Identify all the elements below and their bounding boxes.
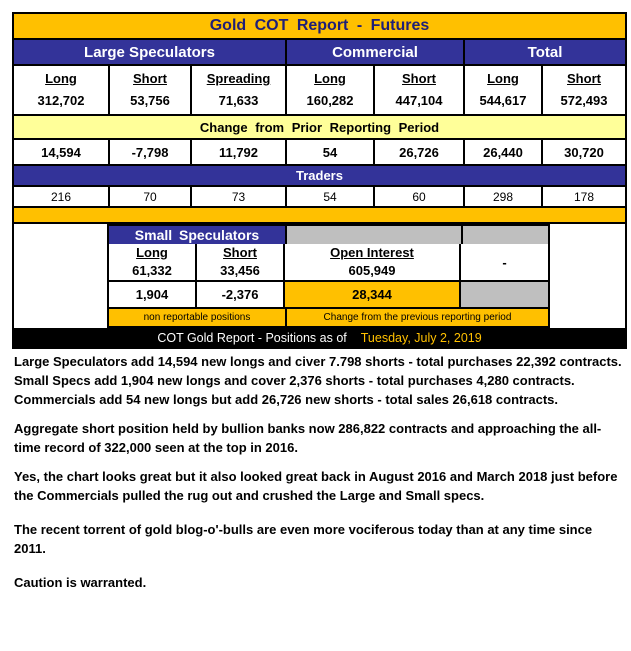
col-header: Long	[487, 71, 519, 86]
col-value: 572,493	[560, 93, 608, 108]
col-large-long	[14, 66, 110, 114]
change-values-row	[14, 140, 625, 166]
change-period-row	[14, 116, 625, 140]
cot-table	[12, 12, 627, 349]
non-reportable-label: non reportable positions	[109, 309, 287, 326]
col-commercial-short	[375, 66, 465, 114]
col-header: Long	[45, 71, 77, 86]
traders-value: 70	[110, 187, 192, 206]
group-header-commercial: Commercial	[287, 40, 465, 64]
change-value: 26,440	[465, 140, 543, 164]
small-short-header: Short	[223, 245, 257, 260]
col-large-short	[110, 66, 192, 114]
col-value: 447,104	[395, 93, 443, 108]
dash: -	[502, 254, 507, 270]
traders-value: 73	[192, 187, 287, 206]
footer-date: Tuesday, July 2, 2019	[360, 330, 482, 345]
small-long-change: 1,904	[109, 282, 197, 307]
traders-value: 298	[465, 187, 543, 206]
footer-text: COT Gold Report - Positions as of	[157, 330, 347, 345]
small-spec-label-row	[109, 309, 548, 326]
traders-header-row	[14, 166, 625, 187]
change-value: 11,792	[192, 140, 287, 164]
col-header: Short	[402, 71, 436, 86]
small-spec-long	[109, 244, 197, 280]
paragraph-large-specs: Large Speculators add 14,594 new longs and civer 7.798 shorts - total purchases 22,392 contracts.	[14, 354, 622, 369]
small-spec-short	[197, 244, 285, 280]
traders-label: Traders	[296, 168, 343, 183]
col-header: Short	[567, 71, 601, 86]
change-value: 26,726	[375, 140, 465, 164]
col-value: 544,617	[479, 93, 527, 108]
open-interest-value: 605,949	[348, 263, 396, 278]
open-interest-cell	[285, 244, 461, 280]
small-spec-title: Small Speculators	[109, 226, 287, 244]
traders-values-row	[14, 187, 625, 208]
traders-value: 54	[287, 187, 375, 206]
group-header-total: Total	[527, 43, 563, 61]
paragraph-caution: Caution is warranted.	[14, 575, 147, 590]
col-header: Short	[133, 71, 167, 86]
col-large-spreading	[192, 66, 287, 114]
col-value: 160,282	[306, 93, 354, 108]
traders-value: 178	[573, 189, 595, 204]
group-header-row	[14, 40, 625, 66]
table-title-bar	[14, 14, 625, 40]
small-long-value: 61,332	[132, 263, 172, 278]
change-value: 14,594	[14, 140, 110, 164]
paragraph-torrent: The recent torrent of gold blog-o'-bulls are even more vociferous today than at any time since 2011.	[14, 522, 593, 556]
paragraph-small-specs: Small Specs add 1,904 new longs and cover 2,376 shorts - total purchases 4,280 contracts.	[14, 373, 575, 388]
col-total-short	[543, 66, 625, 114]
col-value: 71,633	[218, 93, 259, 108]
traders-value: 60	[375, 187, 465, 206]
small-speculators-table	[107, 224, 550, 328]
empty-gray-cell	[463, 226, 548, 244]
small-short-change: -2,376	[197, 282, 285, 307]
header-value-row	[14, 66, 625, 116]
col-value: 53,756	[130, 93, 170, 108]
paragraph-chart: Yes, the chart looks great but it also looked great back in August 2016 and March 2018 just before the Commercials pulled the rug out and crushed the Large and Small specs.	[14, 469, 618, 503]
small-spec-change-row	[109, 282, 548, 309]
col-header: Spreading	[206, 71, 271, 86]
small-long-header: Long	[136, 245, 168, 260]
col-total-long	[465, 66, 543, 114]
gold-spacer-row	[14, 208, 625, 224]
open-interest-header: Open Interest	[330, 245, 414, 260]
col-header: Long	[314, 71, 346, 86]
dash-cell	[461, 244, 548, 280]
empty-gray-cell	[461, 282, 548, 307]
paragraph-aggregate: Aggregate short position held by bullion banks now 286,822 contracts and approaching the all-time record of 322,000 seen at the top in 2016.	[14, 421, 602, 455]
empty-gray-cell	[287, 226, 463, 244]
change-value: 54	[287, 140, 375, 164]
paragraph-commercials: Commercials add 54 new longs but add 26,726 new shorts - total sales 26,618 contracts.	[14, 392, 559, 407]
open-interest-change: 28,344	[285, 282, 461, 307]
col-value: 312,702	[37, 93, 85, 108]
traders-value: 216	[14, 187, 110, 206]
change-value: 30,720	[564, 144, 604, 160]
col-commercial-long	[287, 66, 375, 114]
small-spec-values-row	[109, 244, 548, 282]
small-speculators-zone	[14, 224, 625, 328]
change-period-label: Change from Prior Reporting Period	[199, 119, 440, 135]
group-header-large-speculators: Large Speculators	[14, 40, 287, 64]
report-footer-bar	[14, 328, 625, 347]
change-value: -7,798	[110, 140, 192, 164]
change-previous-label: Change from the previous reporting period	[287, 309, 548, 326]
table-title: Gold COT Report - Futures	[209, 17, 430, 34]
small-short-value: 33,456	[220, 263, 260, 278]
commentary-text	[14, 352, 627, 592]
small-spec-header-row	[109, 226, 548, 244]
